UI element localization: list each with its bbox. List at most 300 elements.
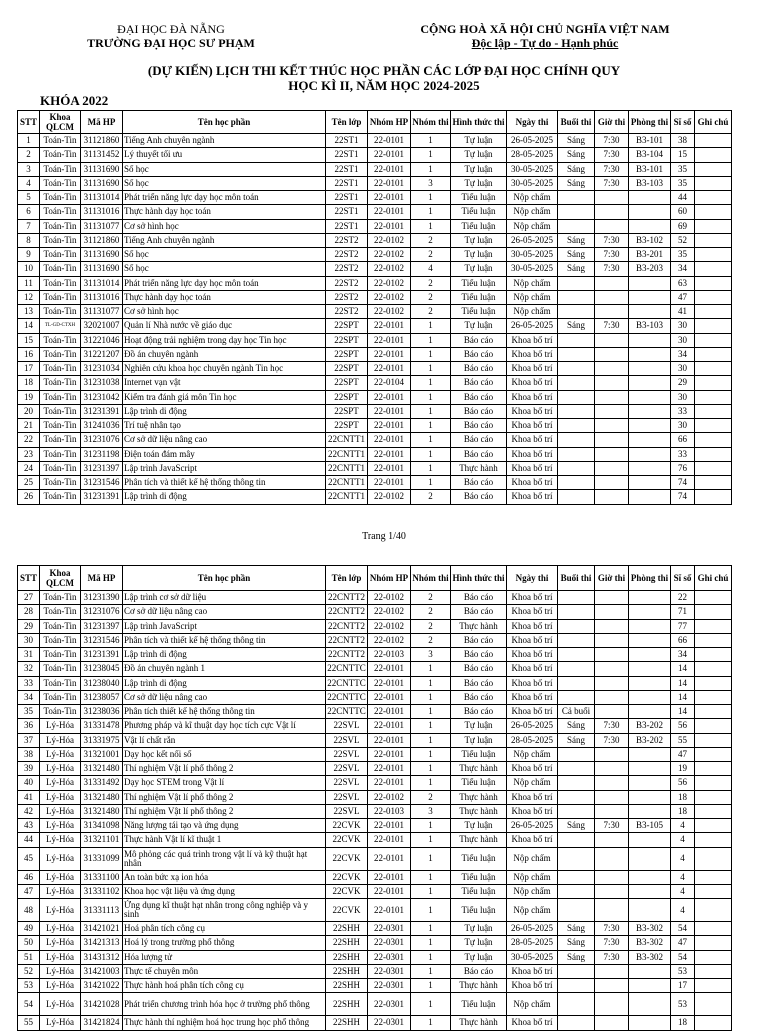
cell-ghi-chu xyxy=(695,964,732,978)
cell-stt: 31 xyxy=(18,648,40,662)
cell-gio-thi: 7:30 xyxy=(595,733,629,747)
cell-nhom-thi: 1 xyxy=(411,347,451,361)
cell-nhom-thi: 1 xyxy=(411,964,451,978)
cell-nhom-hp: 22-0101 xyxy=(368,162,411,176)
cell-ten-hp: Cơ sở hình học xyxy=(123,219,326,233)
cell-khoa: Lý-Hóa xyxy=(40,936,81,950)
cell-hinh-thuc: Tự luận xyxy=(451,819,507,833)
cell-si-so: 18 xyxy=(671,1016,695,1030)
cell-ma-hp: 31331102 xyxy=(81,884,123,898)
cell-phong-thi xyxy=(629,305,671,319)
cell-khoa: Toán-Tin xyxy=(40,162,81,176)
cell-khoa: Lý-Hóa xyxy=(40,964,81,978)
cell-ghi-chu xyxy=(695,790,732,804)
cell-hinh-thuc: Tiểu luận xyxy=(451,899,507,922)
cell-ten-hp: Phát triển chương trình hóa học ở trường phổ thông xyxy=(123,993,326,1016)
cell-buoi-thi xyxy=(558,676,595,690)
table-row xyxy=(18,362,732,376)
cell-buoi-thi xyxy=(558,419,595,433)
cell-phong-thi: B3-102 xyxy=(629,233,671,247)
column-header-ngay-thi: Ngày thi xyxy=(507,566,558,591)
cell-buoi-thi xyxy=(558,833,595,847)
cell-hinh-thuc: Báo cáo xyxy=(451,347,507,361)
cell-hinh-thuc: Tự luận xyxy=(451,233,507,247)
cell-si-so: 14 xyxy=(671,662,695,676)
table-row xyxy=(18,233,732,247)
cell-gio-thi: 7:30 xyxy=(595,936,629,950)
cell-nhom-thi: 1 xyxy=(411,762,451,776)
table-row xyxy=(18,705,732,719)
cell-ghi-chu xyxy=(695,419,732,433)
cell-ghi-chu xyxy=(695,433,732,447)
cell-ten-lop: 22SHH xyxy=(326,979,368,993)
cell-ngay-thi: Khoa bố trí xyxy=(507,804,558,818)
cell-ghi-chu xyxy=(695,993,732,1016)
cell-ghi-chu xyxy=(695,633,732,647)
cell-stt: 28 xyxy=(18,605,40,619)
cell-nhom-thi: 1 xyxy=(411,705,451,719)
cell-hinh-thuc: Thực hành xyxy=(451,1016,507,1030)
cell-nhom-hp: 22-0101 xyxy=(368,148,411,162)
cell-ghi-chu xyxy=(695,776,732,790)
table-row xyxy=(18,776,732,790)
cell-ten-hp: Thực hành hoá phân tích công cụ xyxy=(123,979,326,993)
column-header-phong-thi: Phòng thi xyxy=(629,111,671,134)
cell-khoa: Toán-Tin xyxy=(40,176,81,190)
cell-buoi-thi: Sáng xyxy=(558,922,595,936)
cell-gio-thi xyxy=(595,205,629,219)
cell-ngay-thi: Khoa bố trí xyxy=(507,376,558,390)
cell-buoi-thi xyxy=(558,648,595,662)
cell-phong-thi xyxy=(629,433,671,447)
cell-phong-thi xyxy=(629,390,671,404)
cell-ngay-thi: 28-05-2025 xyxy=(507,733,558,747)
cell-hinh-thuc: Báo cáo xyxy=(451,376,507,390)
cell-ten-lop: 22CNTT2 xyxy=(326,648,368,662)
column-header-ten-hp: Tên học phần xyxy=(123,111,326,134)
cell-ten-lop: 22SPT xyxy=(326,319,368,333)
cell-nhom-hp: 22-0101 xyxy=(368,176,411,190)
cell-ma-hp: 31331099 xyxy=(81,847,123,870)
cell-phong-thi xyxy=(629,191,671,205)
cell-si-so: 55 xyxy=(671,733,695,747)
column-header-stt: STT xyxy=(18,111,40,134)
cell-ten-hp: Nghiên cứu khoa học chuyên ngành Tin học xyxy=(123,362,326,376)
column-header-ma-hp: Mã HP xyxy=(81,111,123,134)
cell-ghi-chu xyxy=(695,833,732,847)
cell-buoi-thi xyxy=(558,290,595,304)
cell-ten-hp: Số học xyxy=(123,162,326,176)
table-row xyxy=(18,676,732,690)
cell-ghi-chu xyxy=(695,605,732,619)
cell-si-so: 63 xyxy=(671,276,695,290)
column-header-nhom-hp: Nhóm HP xyxy=(368,111,411,134)
cell-stt: 14 xyxy=(18,319,40,333)
cell-ten-lop: 22ST1 xyxy=(326,148,368,162)
cell-ten-hp: Vật lí chất rắn xyxy=(123,733,326,747)
cell-nhom-hp: 22-0101 xyxy=(368,461,411,475)
column-header-gio-thi: Giờ thi xyxy=(595,566,629,591)
cell-ma-hp: 31131014 xyxy=(81,191,123,205)
cell-khoa: Toán-Tin xyxy=(40,490,81,504)
cell-nhom-thi: 1 xyxy=(411,390,451,404)
cell-nhom-hp: 22-0301 xyxy=(368,1016,411,1030)
cell-nhom-hp: 22-0101 xyxy=(368,847,411,870)
cell-ghi-chu xyxy=(695,847,732,870)
cell-ten-lop: 22ST2 xyxy=(326,305,368,319)
cell-hinh-thuc: Thực hành xyxy=(451,762,507,776)
cell-khoa: Lý-Hóa xyxy=(40,762,81,776)
cell-ngay-thi: 26-05-2025 xyxy=(507,922,558,936)
cell-ma-hp: 31238057 xyxy=(81,690,123,704)
cell-nhom-hp: 22-0101 xyxy=(368,447,411,461)
cell-nhom-hp: 22-0301 xyxy=(368,979,411,993)
cell-ma-hp: 31231034 xyxy=(81,362,123,376)
cell-nhom-hp: 22-0102 xyxy=(368,276,411,290)
cell-si-so: 69 xyxy=(671,219,695,233)
cell-ghi-chu xyxy=(695,376,732,390)
cell-phong-thi xyxy=(629,847,671,870)
cell-ten-lop: 22ST2 xyxy=(326,233,368,247)
cell-phong-thi xyxy=(629,633,671,647)
cell-ma-hp: 31431312 xyxy=(81,950,123,964)
cell-si-so: 53 xyxy=(671,993,695,1016)
cell-hinh-thuc: Tiểu luận xyxy=(451,884,507,898)
cell-phong-thi xyxy=(629,404,671,418)
table-row xyxy=(18,134,732,148)
cell-phong-thi xyxy=(629,419,671,433)
cell-ten-lop: 22SPT xyxy=(326,362,368,376)
cell-stt: 35 xyxy=(18,705,40,719)
cell-si-so: 35 xyxy=(671,162,695,176)
cell-ten-lop: 22ST1 xyxy=(326,176,368,190)
cell-phong-thi xyxy=(629,605,671,619)
cell-ma-hp: 31321101 xyxy=(81,833,123,847)
cell-nhom-thi: 1 xyxy=(411,899,451,922)
cell-nhom-thi: 2 xyxy=(411,233,451,247)
cell-ten-hp: Thí nghiệm Vật lí phổ thông 2 xyxy=(123,804,326,818)
column-header-khoa: Khoa QLCM xyxy=(40,566,81,591)
school-name: TRƯỜNG ĐẠI HỌC SƯ PHẠM xyxy=(87,36,255,50)
cell-ghi-chu xyxy=(695,248,732,262)
cell-ngay-thi: Khoa bố trí xyxy=(507,362,558,376)
university-header xyxy=(80,22,262,50)
cell-khoa: Toán-Tin xyxy=(40,205,81,219)
cell-phong-thi xyxy=(629,461,671,475)
cell-hinh-thuc: Thực hành xyxy=(451,461,507,475)
cell-gio-thi: 7:30 xyxy=(595,233,629,247)
cell-ngay-thi: Khoa bố trí xyxy=(507,419,558,433)
cell-ten-lop: 22SPT xyxy=(326,390,368,404)
cell-ma-hp: 31421313 xyxy=(81,936,123,950)
cell-si-so: 71 xyxy=(671,605,695,619)
exam-schedule-table-page-2 xyxy=(17,565,732,1031)
cell-buoi-thi xyxy=(558,1016,595,1030)
table-row xyxy=(18,605,732,619)
cell-hinh-thuc: Tự luận xyxy=(451,319,507,333)
cell-hinh-thuc: Báo cáo xyxy=(451,333,507,347)
cell-khoa: Lý-Hóa xyxy=(40,847,81,870)
cell-gio-thi xyxy=(595,619,629,633)
cell-phong-thi xyxy=(629,490,671,504)
cell-ma-hp: 31321480 xyxy=(81,762,123,776)
cell-nhom-hp: 22-0101 xyxy=(368,433,411,447)
cell-phong-thi xyxy=(629,276,671,290)
cell-nhom-hp: 22-0101 xyxy=(368,419,411,433)
column-header-ten-hp: Tên học phần xyxy=(123,566,326,591)
cell-ghi-chu xyxy=(695,648,732,662)
table-row xyxy=(18,619,732,633)
cell-nhom-hp: 22-0101 xyxy=(368,833,411,847)
cell-nhom-hp: 22-0101 xyxy=(368,733,411,747)
cell-khoa: Toán-Tin xyxy=(40,476,81,490)
cell-nhom-thi: 1 xyxy=(411,922,451,936)
cell-ngay-thi: Khoa bố trí xyxy=(507,390,558,404)
cell-si-so: 34 xyxy=(671,262,695,276)
cell-si-so: 14 xyxy=(671,690,695,704)
cell-ghi-chu xyxy=(695,899,732,922)
cell-ten-lop: 22SHH xyxy=(326,964,368,978)
cell-buoi-thi xyxy=(558,362,595,376)
cell-stt: 54 xyxy=(18,993,40,1016)
cell-phong-thi xyxy=(629,690,671,704)
cell-nhom-thi: 3 xyxy=(411,804,451,818)
cell-ngay-thi: Khoa bố trí xyxy=(507,676,558,690)
cell-hinh-thuc: Báo cáo xyxy=(451,690,507,704)
cell-ma-hp: 31131690 xyxy=(81,262,123,276)
cell-nhom-hp: 22-0103 xyxy=(368,804,411,818)
cell-ten-lop: 22ST1 xyxy=(326,205,368,219)
cell-hinh-thuc: Tự luận xyxy=(451,162,507,176)
cell-stt: 44 xyxy=(18,833,40,847)
cell-phong-thi xyxy=(629,964,671,978)
cell-ghi-chu xyxy=(695,936,732,950)
cell-gio-thi xyxy=(595,461,629,475)
cell-phong-thi xyxy=(629,333,671,347)
cell-buoi-thi xyxy=(558,347,595,361)
cell-nhom-thi: 1 xyxy=(411,662,451,676)
cell-ma-hp: 31341098 xyxy=(81,819,123,833)
cell-gio-thi: 7:30 xyxy=(595,319,629,333)
cell-nhom-hp: 22-0301 xyxy=(368,964,411,978)
cell-buoi-thi xyxy=(558,219,595,233)
table-row xyxy=(18,205,732,219)
table-row xyxy=(18,148,732,162)
cell-khoa: Toán-Tin xyxy=(40,134,81,148)
cell-hinh-thuc: Báo cáo xyxy=(451,433,507,447)
cell-gio-thi xyxy=(595,605,629,619)
cell-buoi-thi xyxy=(558,899,595,922)
cell-ghi-chu xyxy=(695,305,732,319)
cell-gio-thi xyxy=(595,219,629,233)
cell-ghi-chu xyxy=(695,662,732,676)
cell-ma-hp: 31231391 xyxy=(81,404,123,418)
cell-ghi-chu xyxy=(695,290,732,304)
cell-nhom-thi: 1 xyxy=(411,870,451,884)
cell-ngay-thi: 26-05-2025 xyxy=(507,233,558,247)
table-row xyxy=(18,993,732,1016)
cell-buoi-thi: Sáng xyxy=(558,248,595,262)
cell-phong-thi: B3-105 xyxy=(629,819,671,833)
cell-stt: 24 xyxy=(18,461,40,475)
cell-gio-thi xyxy=(595,362,629,376)
cell-ngay-thi: Nộp chấm xyxy=(507,899,558,922)
cell-khoa: Toán-Tin xyxy=(40,233,81,247)
cell-phong-thi xyxy=(629,804,671,818)
cell-nhom-hp: 22-0101 xyxy=(368,884,411,898)
cell-nhom-thi: 1 xyxy=(411,205,451,219)
table-row xyxy=(18,633,732,647)
cell-stt: 19 xyxy=(18,390,40,404)
table-row xyxy=(18,819,732,833)
cell-stt: 41 xyxy=(18,790,40,804)
cell-ma-hp: 31121860 xyxy=(81,134,123,148)
cell-buoi-thi xyxy=(558,390,595,404)
cell-ghi-chu xyxy=(695,319,732,333)
cell-si-so: 47 xyxy=(671,747,695,761)
cell-ngay-thi: Nộp chấm xyxy=(507,219,558,233)
cell-ma-hp: 31231076 xyxy=(81,433,123,447)
cell-hinh-thuc: Tự luận xyxy=(451,950,507,964)
cell-si-so: 4 xyxy=(671,884,695,898)
cell-ten-lop: 22SPT xyxy=(326,347,368,361)
cell-nhom-hp: 22-0101 xyxy=(368,390,411,404)
cell-ghi-chu xyxy=(695,705,732,719)
cell-ngay-thi: Khoa bố trí xyxy=(507,591,558,605)
cell-nhom-hp: 22-0102 xyxy=(368,305,411,319)
cell-phong-thi xyxy=(629,993,671,1016)
table-row xyxy=(18,591,732,605)
cell-ghi-chu xyxy=(695,690,732,704)
cell-khoa: Toán-Tin xyxy=(40,333,81,347)
column-header-ghi-chu: Ghi chú xyxy=(695,111,732,134)
cell-ma-hp: 31231391 xyxy=(81,648,123,662)
cell-ten-lop: 22CNTT1 xyxy=(326,461,368,475)
cell-khoa: Toán-Tin xyxy=(40,262,81,276)
cell-phong-thi: B3-201 xyxy=(629,248,671,262)
cell-hinh-thuc: Thực hành xyxy=(451,979,507,993)
cell-hinh-thuc: Tiểu luận xyxy=(451,276,507,290)
cell-buoi-thi xyxy=(558,790,595,804)
cell-phong-thi: B3-103 xyxy=(629,319,671,333)
table-row xyxy=(18,936,732,950)
cell-hinh-thuc: Tiểu luận xyxy=(451,205,507,219)
cell-ten-hp: Cơ sở dữ liệu nâng cao xyxy=(123,605,326,619)
cell-stt: 37 xyxy=(18,733,40,747)
cell-buoi-thi xyxy=(558,333,595,347)
cell-ten-hp: An toàn bức xạ ion hóa xyxy=(123,870,326,884)
cell-si-so: 18 xyxy=(671,790,695,804)
cell-si-so: 76 xyxy=(671,461,695,475)
cell-si-so: 60 xyxy=(671,205,695,219)
cell-si-so: 35 xyxy=(671,248,695,262)
cell-stt: 48 xyxy=(18,899,40,922)
cell-ten-lop: 22SPT xyxy=(326,419,368,433)
cell-stt: 11 xyxy=(18,276,40,290)
cell-ngay-thi: 30-05-2025 xyxy=(507,262,558,276)
cell-gio-thi xyxy=(595,1016,629,1030)
cell-khoa: Toán-Tin xyxy=(40,404,81,418)
cell-ma-hp: 31231397 xyxy=(81,461,123,475)
cell-buoi-thi xyxy=(558,305,595,319)
cell-hinh-thuc: Tự luận xyxy=(451,733,507,747)
cell-hinh-thuc: Thực hành xyxy=(451,619,507,633)
cell-ngay-thi: Nộp chấm xyxy=(507,884,558,898)
cell-nhom-hp: 22-0101 xyxy=(368,819,411,833)
cell-stt: 53 xyxy=(18,979,40,993)
cell-khoa: Toán-Tin xyxy=(40,433,81,447)
cell-ten-hp: Thí nghiệm Vật lí phổ thông 2 xyxy=(123,790,326,804)
cell-phong-thi xyxy=(629,870,671,884)
cell-hinh-thuc: Báo cáo xyxy=(451,648,507,662)
cell-buoi-thi xyxy=(558,847,595,870)
cell-nhom-hp: 22-0101 xyxy=(368,662,411,676)
cell-ten-hp: Đồ án chuyên ngành 1 xyxy=(123,662,326,676)
cell-phong-thi: B3-103 xyxy=(629,176,671,190)
title-line-1: (DỰ KIẾN) LỊCH THI KẾT THÚC HỌC PHẦN CÁC LỚP ĐẠI HỌC CHÍNH QUY xyxy=(147,63,621,78)
cell-ngay-thi: 30-05-2025 xyxy=(507,176,558,190)
cell-ghi-chu xyxy=(695,148,732,162)
cell-nhom-hp: 22-0101 xyxy=(368,347,411,361)
table-row xyxy=(18,847,732,870)
cell-nhom-thi: 2 xyxy=(411,633,451,647)
cell-ngay-thi: Khoa bố trí xyxy=(507,964,558,978)
cell-si-so: 47 xyxy=(671,290,695,304)
cell-ma-hp: 31321480 xyxy=(81,790,123,804)
cell-phong-thi: B3-104 xyxy=(629,148,671,162)
cell-ten-lop: 22SHH xyxy=(326,936,368,950)
cell-ten-hp: Kiểm tra đánh giá môn Tin học xyxy=(123,390,326,404)
cell-phong-thi xyxy=(629,648,671,662)
cell-nhom-hp: 22-0101 xyxy=(368,705,411,719)
cell-ten-lop: 22ST2 xyxy=(326,262,368,276)
cell-ma-hp: 31121860 xyxy=(81,233,123,247)
cell-ten-lop: 22ST1 xyxy=(326,162,368,176)
cell-ten-lop: 22CVK xyxy=(326,884,368,898)
cell-gio-thi xyxy=(595,690,629,704)
cell-si-so: 53 xyxy=(671,964,695,978)
cell-nhom-hp: 22-0301 xyxy=(368,993,411,1016)
cell-stt: 1 xyxy=(18,134,40,148)
table-row xyxy=(18,347,732,361)
cell-nhom-hp: 22-0102 xyxy=(368,591,411,605)
cell-khoa: Lý-Hóa xyxy=(40,979,81,993)
cell-si-so: 74 xyxy=(671,490,695,504)
table-row xyxy=(18,964,732,978)
cell-ma-hp: 31131690 xyxy=(81,248,123,262)
column-header-buoi-thi: Buổi thi xyxy=(558,566,595,591)
cell-ma-hp: 31421003 xyxy=(81,964,123,978)
cell-ten-hp: Phân tích thiết kế hệ thống thông tin xyxy=(123,705,326,719)
cell-ghi-chu xyxy=(695,733,732,747)
cell-nhom-thi: 1 xyxy=(411,936,451,950)
cell-hinh-thuc: Báo cáo xyxy=(451,419,507,433)
cell-buoi-thi xyxy=(558,662,595,676)
cell-nhom-hp: 22-0301 xyxy=(368,950,411,964)
cell-ma-hp: 31321480 xyxy=(81,804,123,818)
cell-si-so: 33 xyxy=(671,447,695,461)
cell-hinh-thuc: Báo cáo xyxy=(451,390,507,404)
cell-hinh-thuc: Báo cáo xyxy=(451,447,507,461)
cell-nhom-hp: 22-0102 xyxy=(368,790,411,804)
cell-nhom-hp: 22-0102 xyxy=(368,248,411,262)
cell-buoi-thi: Sáng xyxy=(558,134,595,148)
cell-si-so: 14 xyxy=(671,705,695,719)
cell-si-so: 4 xyxy=(671,833,695,847)
cell-nhom-thi: 1 xyxy=(411,404,451,418)
table-row xyxy=(18,447,732,461)
cell-gio-thi xyxy=(595,870,629,884)
